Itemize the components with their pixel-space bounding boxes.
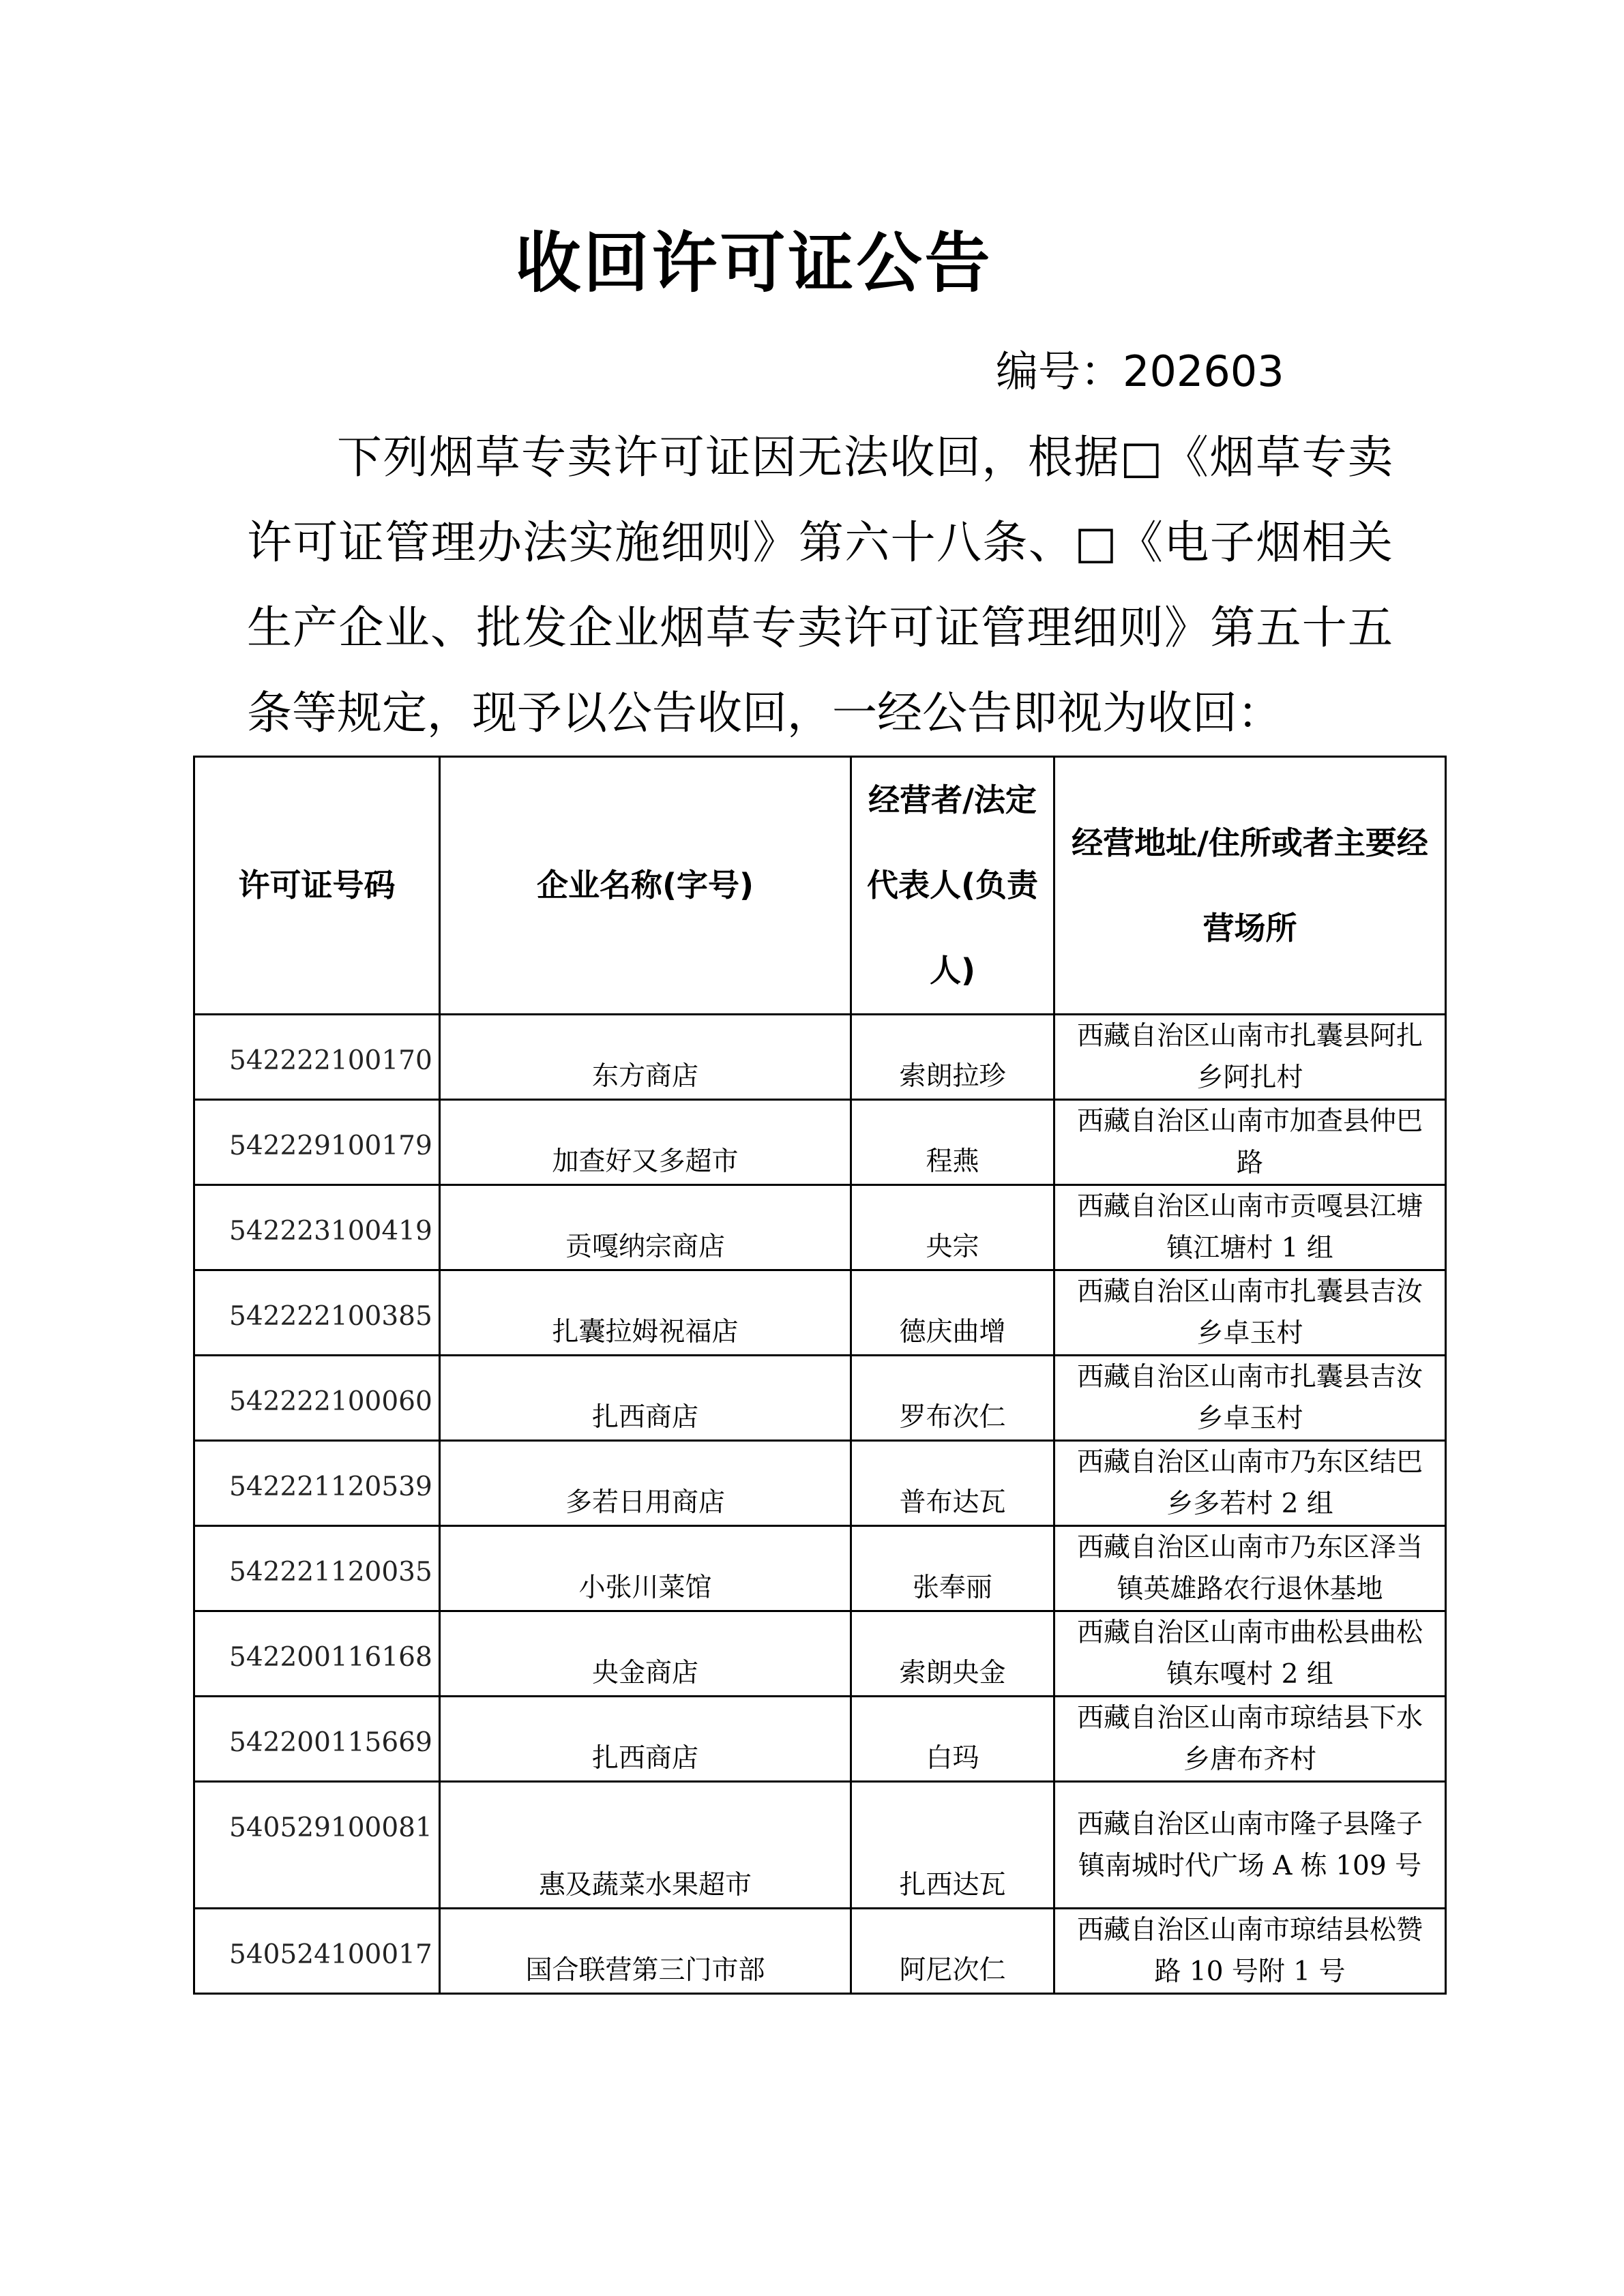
table-row bbox=[194, 1782, 1446, 1909]
business-name-cell: 国合联营第三门市部 bbox=[440, 1909, 851, 1994]
business-address-cell: 西藏自治区山南市琼结县松赞路 10 号附 1 号 bbox=[1054, 1909, 1446, 1994]
license-number-cell: 542222100385 bbox=[194, 1270, 440, 1356]
intro-paragraph: 下列烟草专卖许可证因无法收回，根据□《烟草专卖许可证管理办法实施细则》第六十八条、□《电子烟相关生产企业、批发企业烟草专卖许可证管理细则》第五十五条等规定，现予以公告收回，一经公告即视为收回： bbox=[247, 431, 1393, 739]
legal-representative-cell: 张奉丽 bbox=[851, 1526, 1054, 1611]
license-number-cell: 542222100170 bbox=[194, 1015, 440, 1100]
business-address-cell: 西藏自治区山南市扎囊县阿扎乡阿扎村 bbox=[1054, 1015, 1446, 1100]
license-number-cell: 540529100081 bbox=[194, 1782, 440, 1909]
table-row bbox=[194, 1441, 1446, 1526]
business-name-cell: 扎西商店 bbox=[440, 1356, 851, 1441]
header-business-name: 企业名称(字号) bbox=[440, 757, 851, 1015]
license-number-cell: 542221120035 bbox=[194, 1526, 440, 1611]
business-address-cell: 西藏自治区山南市乃东区泽当镇英雄路农行退休基地 bbox=[1054, 1526, 1446, 1611]
table-row bbox=[194, 1356, 1446, 1441]
table-row bbox=[194, 1100, 1446, 1185]
table-body bbox=[194, 1015, 1446, 1994]
business-address-cell: 西藏自治区山南市乃东区结巴乡多若村 2 组 bbox=[1054, 1441, 1446, 1526]
header-business-address: 经营地址/住所或者主要经营场所 bbox=[1054, 757, 1446, 1015]
business-name-cell: 惠及蔬菜水果超市 bbox=[440, 1782, 851, 1909]
legal-representative-cell: 索朗拉珍 bbox=[851, 1015, 1054, 1100]
table-row bbox=[194, 1526, 1446, 1611]
header-legal-representative: 经营者/法定代表人(负责人) bbox=[851, 757, 1054, 1015]
table-row bbox=[194, 1015, 1446, 1100]
license-number-cell: 542221120539 bbox=[194, 1441, 440, 1526]
table-row bbox=[194, 1270, 1446, 1356]
business-name-cell: 东方商店 bbox=[440, 1015, 851, 1100]
business-address-cell: 西藏自治区山南市贡嘎县江塘镇江塘村 1 组 bbox=[1054, 1185, 1446, 1270]
legal-representative-cell: 普布达瓦 bbox=[851, 1441, 1054, 1526]
table-row bbox=[194, 1185, 1446, 1270]
legal-representative-cell: 扎西达瓦 bbox=[851, 1782, 1054, 1909]
license-number-cell: 542200116168 bbox=[194, 1611, 440, 1697]
license-number-cell: 542222100060 bbox=[194, 1356, 440, 1441]
table-header-row bbox=[194, 757, 1446, 1015]
business-name-cell: 加查好又多超市 bbox=[440, 1100, 851, 1185]
business-address-cell: 西藏自治区山南市曲松县曲松镇东嘎村 2 组 bbox=[1054, 1611, 1446, 1697]
business-name-cell: 央金商店 bbox=[440, 1611, 851, 1697]
business-address-cell: 西藏自治区山南市琼结县下水乡唐布齐村 bbox=[1054, 1697, 1446, 1782]
business-name-cell: 多若日用商店 bbox=[440, 1441, 851, 1526]
business-name-cell: 小张川菜馆 bbox=[440, 1526, 851, 1611]
legal-representative-cell: 索朗央金 bbox=[851, 1611, 1054, 1697]
business-address-cell: 西藏自治区山南市加查县仲巴路 bbox=[1054, 1100, 1446, 1185]
legal-representative-cell: 程燕 bbox=[851, 1100, 1054, 1185]
revoked-license-table bbox=[193, 756, 1447, 1995]
business-address-cell: 西藏自治区山南市扎囊县吉汝乡卓玉村 bbox=[1054, 1356, 1446, 1441]
table-row bbox=[194, 1909, 1446, 1994]
document-number: 编号：202603 bbox=[996, 346, 1284, 396]
legal-representative-cell: 白玛 bbox=[851, 1697, 1054, 1782]
business-name-cell: 扎囊拉姆祝福店 bbox=[440, 1270, 851, 1356]
license-number-cell: 540524100017 bbox=[194, 1909, 440, 1994]
license-number-cell: 542223100419 bbox=[194, 1185, 440, 1270]
license-number-cell: 542200115669 bbox=[194, 1697, 440, 1782]
legal-representative-cell: 德庆曲增 bbox=[851, 1270, 1054, 1356]
business-name-cell: 扎西商店 bbox=[440, 1697, 851, 1782]
legal-representative-cell: 阿尼次仁 bbox=[851, 1909, 1054, 1994]
page-title: 收回许可证公告 bbox=[515, 224, 993, 301]
table-row bbox=[194, 1611, 1446, 1697]
business-name-cell: 贡嘎纳宗商店 bbox=[440, 1185, 851, 1270]
legal-representative-cell: 央宗 bbox=[851, 1185, 1054, 1270]
table-row bbox=[194, 1697, 1446, 1782]
header-license-number: 许可证号码 bbox=[194, 757, 440, 1015]
legal-representative-cell: 罗布次仁 bbox=[851, 1356, 1054, 1441]
license-number-cell: 542229100179 bbox=[194, 1100, 440, 1185]
business-address-cell: 西藏自治区山南市扎囊县吉汝乡卓玉村 bbox=[1054, 1270, 1446, 1356]
business-address-cell: 西藏自治区山南市隆子县隆子镇南城时代广场 A 栋 109 号 bbox=[1054, 1782, 1446, 1909]
